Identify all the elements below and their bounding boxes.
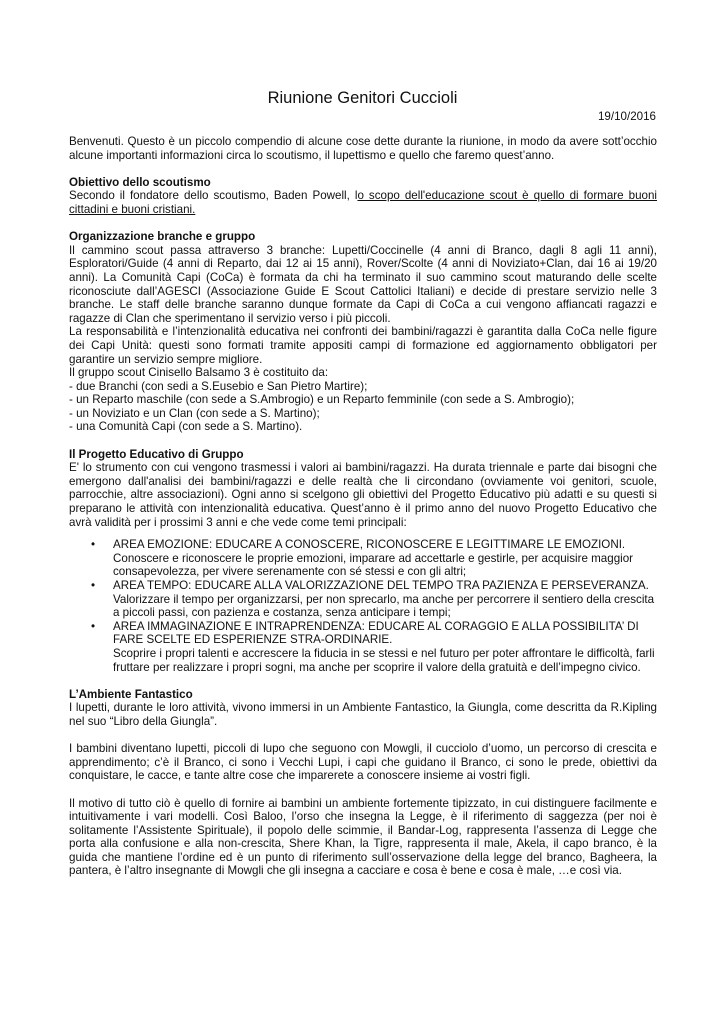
gruppo-list-item: - una Comunità Capi (con sede a S. Martino). (69, 420, 303, 434)
ambiente-paragraph-3: Il motivo di tutto ciò è quello di fornire ai bambini un ambiente fortemente tipizzato, in cui distinguere facilmente e intuitivamente i vari modelli. Così Baloo, l’orso che insegna la Legge, è il riferimento di saggezza (per noi è solitamente l’Assistente Spirituale), il popolo delle scimmie, il Bandar-Log, rappresenta l’assenza di Legge che porta alla confusione e alla non-crescita, Shere Khan, la Tigre, rappresenta il male, Akela, il capo branco, è la guida che mantiene l’ordine ed è un punto di riferimento sull’osservazione della legge del branco, Bagheera, la pantera, è l’altro insegnante di Mowgli che gli insegna a cacciare e cosa è bene e cosa è male, …e così via. (69, 796, 657, 878)
section-heading-ambiente: L’Ambiente Fantastico (69, 687, 193, 701)
ambiente-paragraph-1: I lupetti, durante le loro attività, vivono immersi in un Ambiente Fantastico, la Giungla, come descritta da R.Kipling nel suo “Libro della Giungla”. (69, 701, 657, 728)
area-description: Valorizzare il tempo per organizzarsi, per non sprecarlo, ma anche per percorrere il sentiero della crescita a piccoli passi, con pazienza e costanza, senza anticipare i tempi; (113, 592, 655, 620)
obiettivo-text: Secondo il fondatore dello scoutismo, Baden Powell, l (69, 189, 358, 203)
organizzazione-paragraph-1: Il cammino scout passa attraverso 3 branche: Lupetti/Coccinelle (4 anni di Branco, dagli 8 agli 11 anni), Esploratori/Guide (4 anni di Reparto, dai 12 ai 15 anni), Rover/Scolte (4 anni di Noviziato+Clan, dai 16 ai 19/20 anni). La Comunità Capi (CoCa) è formata da chi ha terminato il suo cammino scout maturando delle scelte riconosciute dall’AGESCI (Associazione Guide E Scout Cattolici Italiani) e decide di prestare servizio nelle 3 branche. Le staff delle branche saranno dunque formate da Capi di CoCa a cui vengono affiancati ragazzi e ragazze di Clan che sperimentano il servizio verso i più piccoli. (69, 243, 657, 325)
bullet-icon: • (91, 619, 96, 633)
organizzazione-paragraph-2: La responsabilità e l’intenzionalità educativa nei confronti dei bambini/ragazzi è garantita dalla CoCa nelle figure dei Capi Unità: questi sono formati tramite appositi campi di formazione ed aggiornamento obbligatori per garantire un servizio sempre migliore. (69, 325, 657, 366)
area-title: AREA IMMAGINAZIONE E INTRAPRENDENZA: EDUCARE AL CORAGGIO E ALLA POSSIBILITA’ DI FARE SCELTE ED ESPERIENZE STRA-ORDINARIE. (113, 619, 639, 647)
obiettivo-paragraph (69, 189, 657, 216)
area-item-emozione (69, 538, 657, 579)
section-heading-progetto: Il Progetto Educativo di Gruppo (69, 447, 244, 461)
progetto-paragraph: E' lo strumento con cui vengono trasmessi i valori ai bambini/ragazzi. Ha durata triennale e parte dai bisogni che emergono dall'analisi dei bambini/ragazzi e delle realtà che li circondano (ovviamente voi genitori, scuole, parrocchie, altre associazioni). Ogni anno si scelgono gli obiettivi del Progetto Educativo più adatti e su questi si preparano le attività con intenzionalità educativa. Quest’anno è il primo anno del nuovo Progetto Educativo che avrà validità per i prossimi 3 anni e che vede come temi principali: (69, 461, 657, 529)
ambiente-paragraph-2: I bambini diventano lupetti, piccoli di lupo che seguono con Mowgli, il cucciolo d’uomo, un percorso di crescita e apprendimento; c’è il Branco, ci sono i Vecchi Lupi, i capi che guidano il Branco, ci sono le prede, obiettivi da conquistare, le cacce, e tante altre cose che imparerete a conoscere insieme ai vostri figli. (69, 742, 657, 783)
obiettivo-underlined-text: o scopo dell'educazione scout è quello di formare buoni cittadini e buoni cristiani. (69, 189, 657, 216)
bullet-icon: • (91, 538, 96, 552)
section-heading-obiettivo: Obiettivo dello scoutismo (69, 175, 211, 189)
area-item-immaginazione (69, 620, 657, 674)
gruppo-list-item: - un Noviziato e un Clan (con sede a S. Martino); (69, 406, 320, 420)
section-heading-organizzazione: Organizzazione branche e gruppo (69, 230, 256, 244)
document-title: Riunione Genitori Cuccioli (267, 89, 458, 107)
intro-paragraph: Benvenuti. Questo è un piccolo compendio di alcune cose dette durante la riunione, in modo da avere sott’occhio alcune importanti informazioni circa lo scoutismo, il lupettismo e quello che faremo quest’anno. (69, 135, 657, 162)
area-description: Conoscere e riconoscere le proprie emozioni, imparare ad accettarle e gestirle, per acquisire maggior consapevolezza, per vivere serenamente con sé stessi e con gli altri; (113, 551, 634, 579)
document-date: 19/10/2016 (597, 110, 656, 123)
document-body (69, 135, 657, 878)
gruppo-list-item: - un Reparto maschile (con sede a S.Ambrogio) e un Reparto femminile (con sede a S. Ambrogio); (69, 393, 575, 407)
area-title: AREA TEMPO: EDUCARE ALLA VALORIZZAZIONE DEL TEMPO TRA PAZIENZA E PERSEVERANZA. (113, 579, 649, 592)
organizzazione-paragraph-3: Il gruppo scout Cinisello Balsamo 3 è costituito da: (69, 366, 329, 380)
bullet-icon: • (91, 579, 96, 592)
area-description: Scoprire i propri talenti e accrescere la fiducia in se stessi e nel futuro per poter affrontare le difficoltà, farli fruttare per realizzare i propri sogni, ma anche per scoprire il valore della gratuità e dell’impegno civico. (113, 646, 655, 674)
area-title: AREA EMOZIONE: EDUCARE A CONOSCERE, RICONOSCERE E LEGITTIMARE LE EMOZIONI. (113, 538, 626, 552)
aree-list (69, 538, 657, 674)
area-item-tempo (69, 579, 657, 620)
gruppo-list-item: - due Branchi (con sedi a S.Eusebio e San Pietro Martire); (69, 379, 368, 393)
